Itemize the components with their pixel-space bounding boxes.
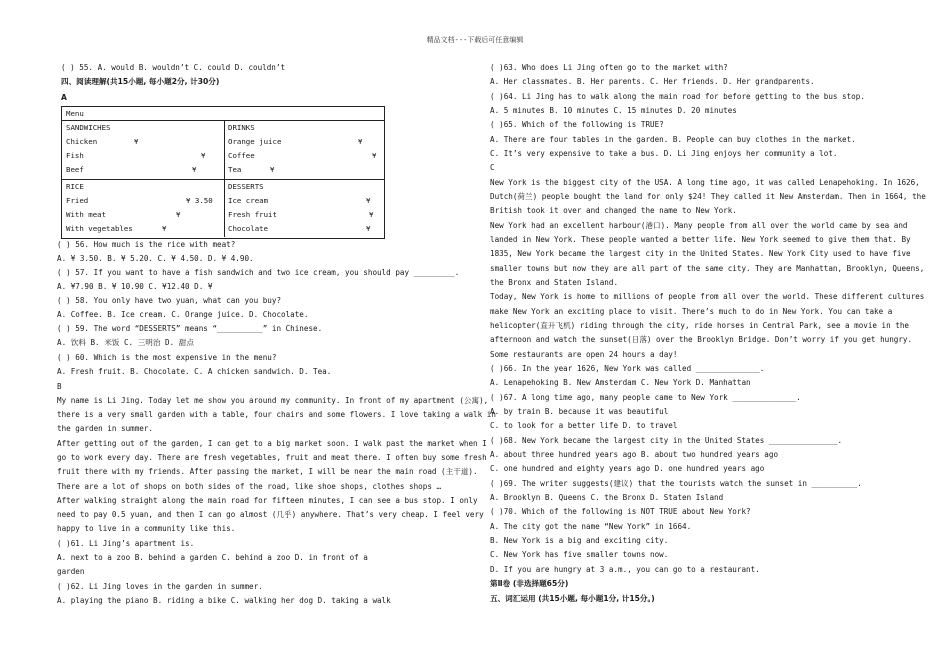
passage-line: there is a very small garden with a table, four chairs and some flowers. I love taking a walk in bbox=[57, 410, 496, 419]
q60: ( ) 60. Which is the most expensive in the menu? bbox=[57, 353, 277, 362]
desserts-heading: DESSERTS bbox=[228, 182, 264, 191]
passage-line: British took it over and changed the name to New York. bbox=[490, 206, 737, 215]
passage-line: afternoon and watch the sunset(日落) over the Brooklyn Bridge. Don’t worry if you get hungry. bbox=[490, 335, 913, 344]
menu-item: Ice cream bbox=[228, 196, 269, 205]
passage-line: There are a lot of shops on both sides of the road, like shoe shops, clothes shops … bbox=[57, 482, 442, 491]
section-4-heading: 四、阅读理解(共15小题, 每小题2分, 计30分) bbox=[61, 77, 220, 86]
q68: ( )68. New York became the largest city in the United States _______________. bbox=[490, 436, 843, 445]
passage-line: happy to live in a community like this. bbox=[57, 524, 236, 533]
q70-option-a: A. The city got the name “New York” in 1664. bbox=[490, 522, 692, 531]
passage-line: helicopter(直升飞机) riding through the city, ride horses in Central Park, see a movie in the bbox=[490, 321, 909, 330]
q63-options: A. Her classmates. B. Her parents. C. Her friends. D. Her grandparents. bbox=[490, 77, 815, 86]
menu-item: Tea bbox=[228, 165, 242, 174]
q68-options: C. one hundred and eighty years ago D. one hundred years ago bbox=[490, 464, 765, 473]
passage-line: the Bronx and Staten Island. bbox=[490, 278, 619, 287]
q58: ( ) 58. You only have two yuan, what can you buy? bbox=[57, 296, 282, 305]
passage-line: My name is Li Jing. Today let me show you around my community. In front of my apartment (公寓), bbox=[57, 396, 489, 405]
passage-line: Today, New York is home to millions of people from all over the world. These different cultures bbox=[490, 292, 925, 301]
q64: ( )64. Li Jing has to walk along the main road for before getting to the bus stop. bbox=[490, 92, 865, 101]
passage-line: go to work every day. There are fresh vegetables, fruit and meat there. I often buy some fresh bbox=[57, 453, 487, 462]
q68-options: A. about three hundred years ago B. about two hundred years ago bbox=[490, 450, 779, 459]
menu-price: ¥ bbox=[270, 165, 275, 174]
question-55: ( ) 55. A. would B. wouldn’t C. could D. couldn’t bbox=[61, 63, 286, 72]
menu-table bbox=[61, 106, 385, 239]
menu-price: ¥ bbox=[358, 137, 363, 146]
q64-options: A. 5 minutes B. 10 minutes C. 15 minutes D. 20 minutes bbox=[490, 106, 737, 115]
passage-line: Some restaurants are open 24 hours a day! bbox=[490, 350, 678, 359]
q70-option-b: B. New York is a big and exciting city. bbox=[490, 536, 669, 545]
passage-line: After getting out of the garden, I can get to a big market soon. I walk past the market when I bbox=[57, 439, 487, 448]
q63: ( )63. Who does Li Jing often go to the market with? bbox=[490, 63, 728, 72]
q61: ( )61. Li Jing’s apartment is. bbox=[57, 539, 195, 548]
passage-line: New York had an excellent harbour(港口). Many people from all over the world came by sea and bbox=[490, 221, 908, 230]
menu-item: Coffee bbox=[228, 151, 255, 160]
menu-item: With meat bbox=[66, 210, 107, 219]
menu-price: ¥ bbox=[366, 224, 371, 233]
menu-item: Fish bbox=[66, 151, 84, 160]
q56: ( ) 56. How much is the rice with meat? bbox=[57, 240, 236, 249]
q58-options: A. Coffee. B. Ice cream. C. Orange juice. D. Chocolate. bbox=[57, 310, 309, 319]
q61-options-wrap: garden bbox=[57, 567, 85, 576]
q70: ( )70. Which of the following is NOT TRUE about New York? bbox=[490, 507, 751, 516]
menu-price: ¥ bbox=[176, 210, 181, 219]
menu-title: Menu bbox=[66, 109, 84, 118]
q59: ( ) 59. The word “DESSERTS” means “__________” in Chinese. bbox=[57, 324, 323, 333]
q59-options: A. 饮料 B. 米饭 C. 三明治 D. 甜点 bbox=[57, 338, 194, 347]
part-b-label: B bbox=[57, 382, 62, 391]
passage-line: smaller towns but now they are all part of the same city. They are Manhattan, Brooklyn, Queens, bbox=[490, 264, 925, 273]
part-2-heading: 第Ⅱ卷 (非选择题65分) bbox=[490, 579, 569, 588]
passage-line: 1835, New York became the largest city in the United States. New York City used to have five bbox=[490, 249, 911, 258]
q65-options: A. There are four tables in the garden. B. People can buy clothes in the market. bbox=[490, 135, 856, 144]
menu-price: ¥ bbox=[372, 151, 377, 160]
menu-price: ¥ bbox=[192, 165, 197, 174]
menu-price: ¥ bbox=[366, 196, 371, 205]
menu-item: Fresh fruit bbox=[228, 210, 277, 219]
menu-price: ¥ bbox=[369, 210, 374, 219]
q65-options: C. It’s very expensive to take a bus. D. Li Jing enjoys her community a lot. bbox=[490, 149, 838, 158]
menu-item: Chocolate bbox=[228, 224, 269, 233]
passage-line: need to pay 0.5 yuan, and then I can go almost (几乎) anywhere. That’s very cheap. I feel very bbox=[57, 510, 484, 519]
section-5-heading: 五、词汇运用 (共15小题, 每小题1分, 计15分。) bbox=[490, 594, 655, 603]
menu-item: Fried bbox=[66, 196, 89, 205]
q70-option-c: C. New York has five smaller towns now. bbox=[490, 550, 669, 559]
menu-item: Orange juice bbox=[228, 137, 282, 146]
sandwiches-heading: SANDWICHES bbox=[66, 123, 111, 132]
passage-line: New York is the biggest city of the USA. A long time ago, it was called Lenapehoking. In 1626, bbox=[490, 178, 920, 187]
menu-item: Chicken bbox=[66, 137, 98, 146]
passage-line: landed in New York. These people wanted a better life. New York seemed to give them that. By bbox=[490, 235, 911, 244]
q62: ( )62. Li Jing loves in the garden in summer. bbox=[57, 582, 263, 591]
rice-heading: RICE bbox=[66, 182, 84, 191]
q67-options: C. to look for a better life D. to travel bbox=[490, 421, 678, 430]
page-header: 精品文档---下载后可任意编辑 bbox=[426, 36, 524, 44]
q66: ( )66. In the year 1626, New York was called ______________. bbox=[490, 364, 765, 373]
q69-options: A. Brooklyn B. Queens C. the Bronx D. Staten Island bbox=[490, 493, 724, 502]
q66-options: A. Lenapehoking B. New Amsterdam C. New York D. Manhattan bbox=[490, 378, 751, 387]
q56-options: A. ¥ 3.50. B. ¥ 5.20. C. ¥ 4.50. D. ¥ 4.90. bbox=[57, 254, 254, 263]
menu-price: ¥ bbox=[134, 137, 139, 146]
q61-options: A. next to a zoo B. behind a garden C. behind a zoo D. in front of a bbox=[57, 553, 368, 562]
menu-item: Beef bbox=[66, 165, 84, 174]
menu-price: ¥ 3.50 bbox=[186, 196, 213, 205]
menu-item: With vegetables bbox=[66, 224, 133, 233]
q67-options: A. by train B. because it was beautiful bbox=[490, 407, 669, 416]
passage-line: fruit there with my friends. After passing the market, I will be near the main road (主干道). bbox=[57, 467, 478, 476]
q57-options: A. ¥7.90 B. ¥ 10.90 C. ¥12.40 D. ¥ bbox=[57, 282, 213, 291]
q65: ( )65. Which of the following is TRUE? bbox=[490, 120, 664, 129]
q60-options: A. Fresh fruit. B. Chocolate. C. A chicken sandwich. D. Tea. bbox=[57, 367, 332, 376]
passage-line: make New York an exciting place to visit. There’s much to do in New York. You can take a bbox=[490, 307, 893, 316]
part-a-label: A bbox=[61, 93, 67, 102]
passage-line: After walking straight along the main road for fifteen minutes, I can see a bus stop. I only bbox=[57, 496, 478, 505]
q67: ( )67. A long time ago, many people came to New York ______________. bbox=[490, 393, 801, 402]
passage-line: Dutch(荷兰) people bought the land for only $24! They called it New Amsterdam. Then in 1664, the bbox=[490, 192, 926, 201]
part-c-label: C bbox=[490, 163, 495, 172]
q70-option-d: D. If you are hungry at 3 a.m., you can go to a restaurant. bbox=[490, 565, 760, 574]
passage-line: the garden in summer. bbox=[57, 424, 154, 433]
q62-options: A. playing the piano B. riding a bike C. walking her dog D. taking a walk bbox=[57, 596, 391, 605]
drinks-heading: DRINKS bbox=[228, 123, 255, 132]
q69: ( )69. The writer suggests(建议) that the tourists watch the sunset in __________. bbox=[490, 479, 862, 488]
q57: ( ) 57. If you want to have a fish sandwich and two ice cream, you should pay _________. bbox=[57, 268, 460, 277]
menu-price: ¥ bbox=[201, 151, 206, 160]
menu-price: ¥ bbox=[162, 224, 167, 233]
